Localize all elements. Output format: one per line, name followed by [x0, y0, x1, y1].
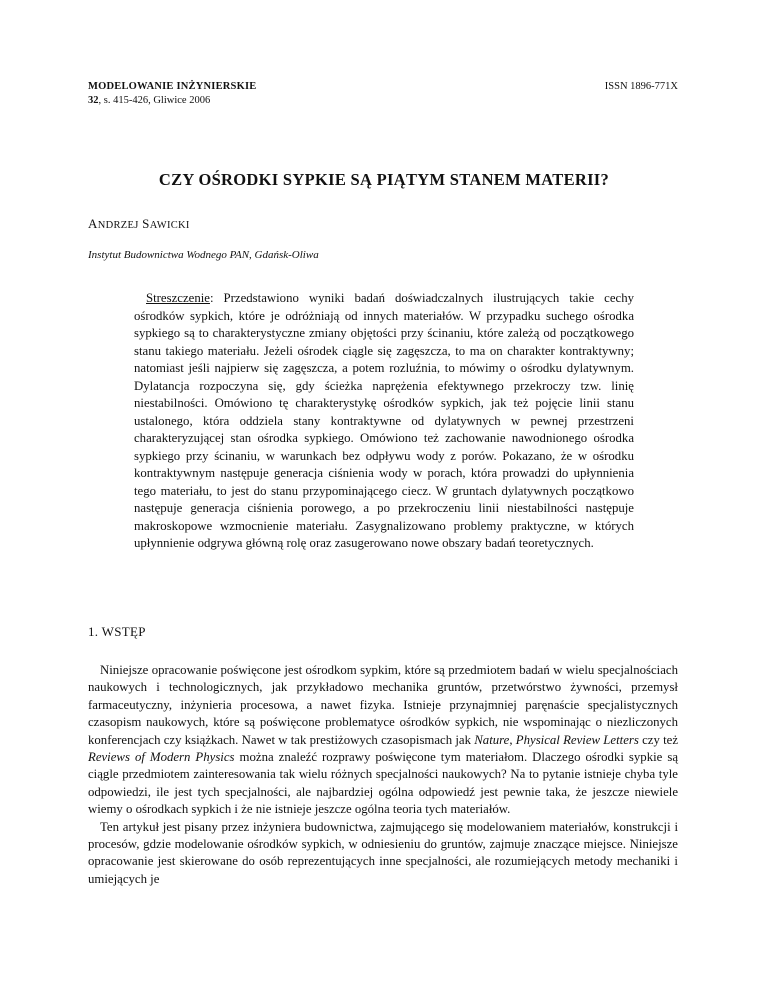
abstract	[134, 290, 634, 553]
author-name	[88, 216, 190, 232]
journal-ref-prl: Physical Review Letters	[515, 732, 639, 747]
journal-name: MODELOWANIE INŻYNIERSKIE	[88, 81, 257, 92]
paragraph: Ten artykuł jest pisany przez inżyniera budownictwa, zajmującego się modelowaniem materiałów, konstrukcji i procesów, gdzie modelowanie ośrodków sypkich, w odniesieniu do gruntów, zajmuje znaczące miejsce. Niniejsze opracowanie jest skierowane do osób reprezentujących inne specjalności, ale rozumiejących metody mechaniki i umiejących je	[88, 819, 678, 886]
paragraph	[88, 662, 678, 819]
section-heading: 1. WSTĘP	[88, 624, 146, 639]
issn: ISSN 1896-771X	[604, 81, 678, 92]
paragraph-text: można znaleźć rozprawy poświęcone tym materiałom. Dlaczego ośrodki sypkie są ciągle przedmiotem zainteresowania tak wielu różnych specjalności naukowych? Na to pytanie istnieje chyba tyle odpowiedzi, ile jest tych specjalności, ale najbardziej ogólna odpowiedź jest pewnie taka, że jeszcze niewiele wiemy o ośrodkach sypkich i że nie istnieje jeszcze ogólna teoria tych materiałów.	[88, 750, 678, 817]
abstract-label: Streszczenie	[146, 291, 210, 305]
paragraph-sep: ,	[509, 732, 516, 747]
body-text	[88, 662, 678, 888]
journal-header	[88, 80, 256, 108]
paper-title: CZY OŚRODKI SYPKIE SĄ PIĄTYM STANEM MATERII?	[158, 170, 610, 189]
journal-ref-nature: Nature	[474, 732, 510, 747]
abstract-text: : Przedstawiono wyniki badań doświadczalnych ilustrujących takie cechy ośrodków sypkich, które je odróżniają od innych materiałów. W przypadku suchego ośrodka sypkiego są to charakterystyczne zmiany objętości przy ścinaniu, które zależą od początkowego stanu takiego materiału. Jeżeli ośrodek ciągle się zagęszcza, to ma on charakter kontraktywny; natomiast jeśli najpierw się zagęszcza, a potem rozluźnia, to mówimy o ośrodku dylatywnym. Dylatancja rozpoczyna się, gdy ścieżka naprężenia efektywnego przekroczy tzw. linię niestabilności. Omówiono tę charakterystykę ośrodków sypkich, jak też pojęcie linii stanu ustalonego, która oddziela stany kontraktywne od dylatywnych w pewnej przestrzeni charakteryzującej stan ośrodka sypkiego. Omówiono też zachowanie nawodnionego ośrodka sypkiego przy ścinaniu, w warunkach bez odpływu wody z porów. Pokazano, że w ośrodku kontraktywnym następuje generacja ciśnienia wody w porach, która prowadzi do upłynnienia tego materiału, to jest do stanu przypominającego ciecz. W gruntach dylatywnych początkowo następuje generacja ciśnienia porowego, a po przekroczeniu linii niestabilności następuje makroskopowe wzmocnienie materiału. Zasygnalizowano problemy praktyczne, w których upłynnienie odgrywa główną rolę oraz zasugerowano nowe obszary badań teoretycznych.	[134, 291, 634, 550]
paragraph-text: czy też	[638, 732, 679, 747]
author-first-rest: NDRZEJ	[97, 220, 139, 231]
author-affiliation: Instytut Budownictwa Wodnego PAN, Gdańsk-Oliwa	[88, 249, 319, 261]
author-first-initial: A	[88, 216, 98, 231]
paragraph-text: Niniejsze opracowanie poświęcone jest ośrodkom sypkim, które są przedmiotem badań w wielu specjalnościach naukowych i technologicznych, jak przykładowo mechanika gruntów, przetwórstwo żywności, przemysł farmaceutyczny, inżynieria procesowa, a nawet fizyka. Istnieje przynajmniej paręnaście specjalistycznych czasopism naukowych, które są poświęcone problematyce ośrodków sypkich, nie wspominając o niezliczonych konferencjach czy książkach. Nawet w tak prestiżowych czasopismach jak	[88, 663, 678, 747]
journal-ref-rmp: Reviews of Modern Physics	[88, 750, 235, 765]
author-last-initial: S	[142, 216, 150, 231]
author-last-rest: AWICKI	[149, 220, 190, 231]
journal-volume: 32	[88, 95, 99, 106]
journal-pages: , s. 415-426, Gliwice 2006	[98, 95, 211, 106]
journal-issue-line	[88, 94, 256, 108]
